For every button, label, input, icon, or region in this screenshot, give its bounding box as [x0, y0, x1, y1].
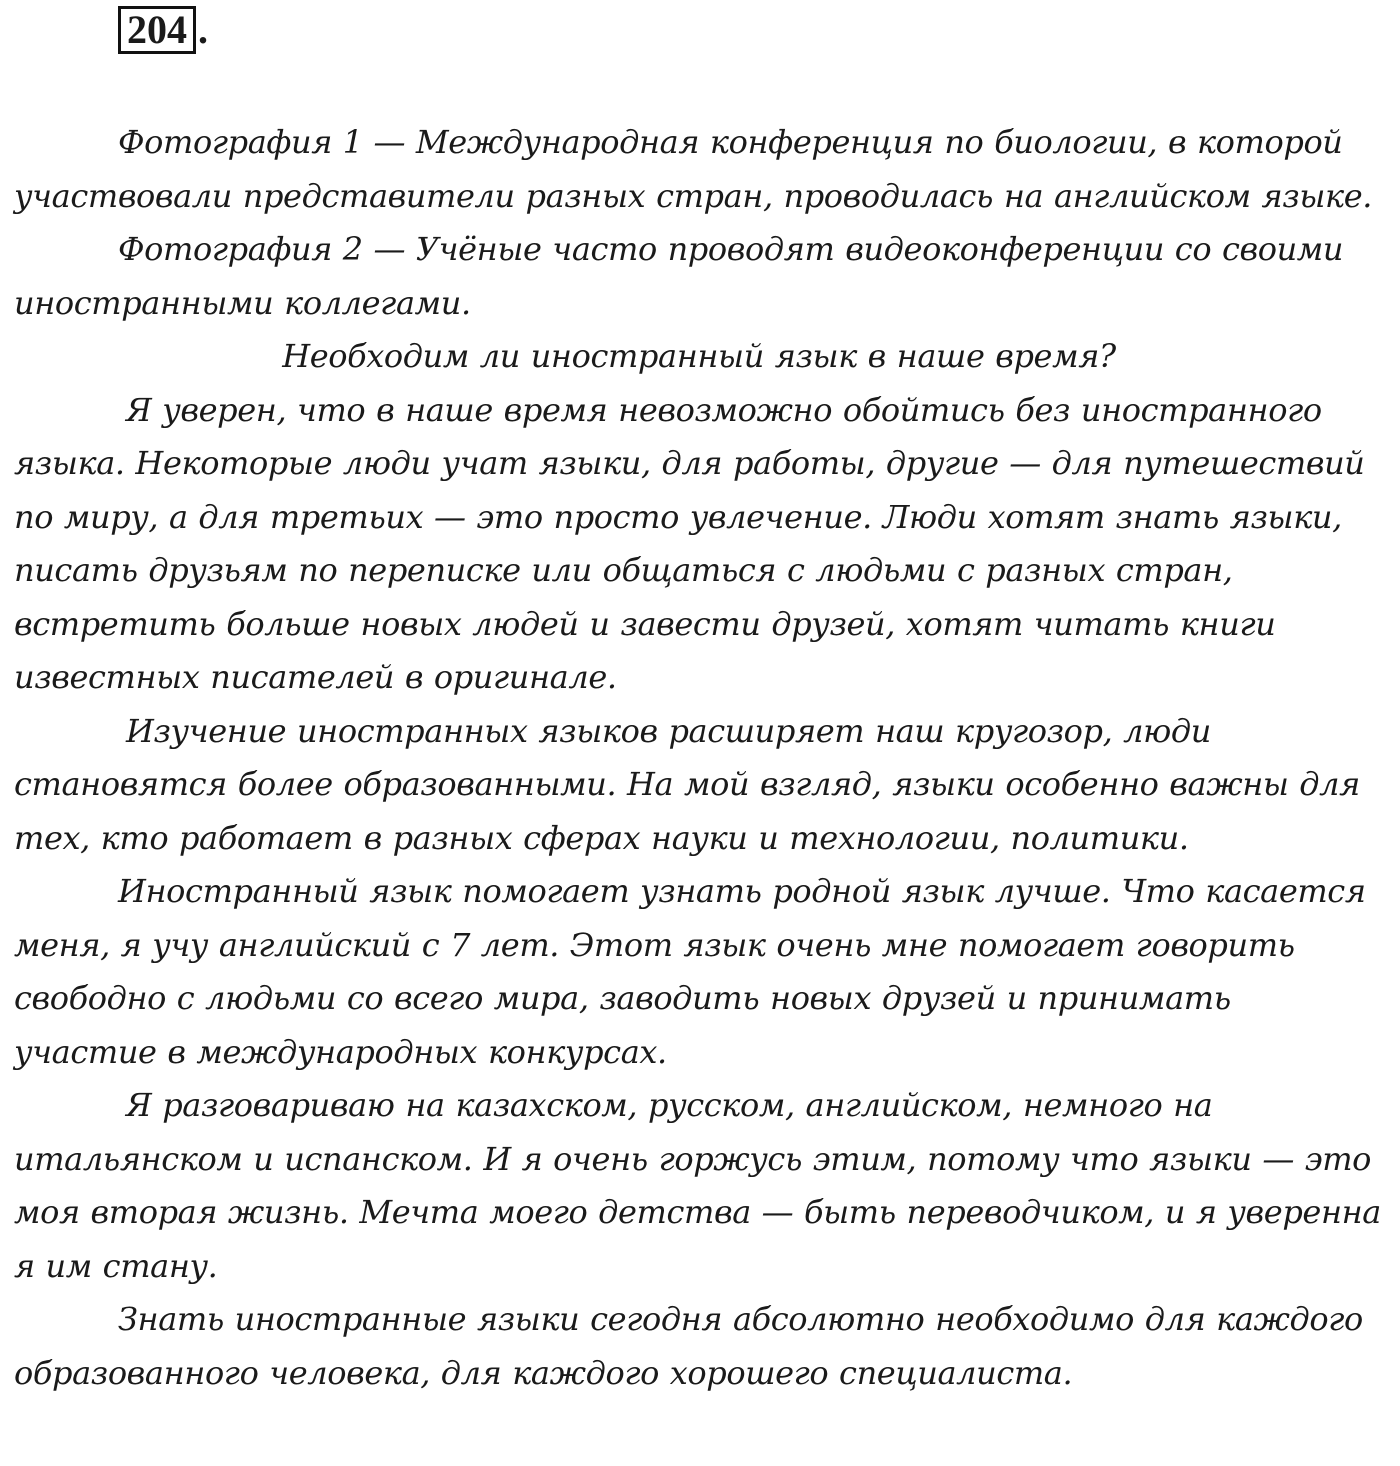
paragraph-photo-2: Фотография 2 — Учёные часто проводят видеоконференции со своими иностранными коллегами.: [14, 230, 1344, 322]
paragraph-essay-5: Знать иностранные языки сегодня абсолютно необходимо для каждого образованного человека, для каждого хорошего специалиста.: [14, 1300, 1363, 1392]
text-body: [14, 116, 1384, 1400]
exercise-number: [118, 6, 208, 54]
paragraph-essay-1: Я уверен, что в наше время невозможно обойтись без иностранного языка. Некоторые люди учат языки, для работы, другие — для путешествий по миру, а для третьих — это просто увлечение. Люди хотят знать языки, писать друзьям по переписке или общаться с людьми с разных стран, встретить больше новых людей и завести друзей, хотят читать книги известных писателей в оригинале.: [14, 390, 1365, 696]
essay-title: Необходим ли иностранный язык в наше время?: [282, 337, 1116, 375]
exercise-number-box: 204: [118, 6, 196, 54]
paragraph-essay-3: Иностранный язык помогает узнать родной язык лучше. Что касается меня, я учу английский с 7 лет. Этот язык очень мне помогает говорить свободно с людьми со всего мира, заводить новых друзей и принимать участие в международных конкурсах.: [14, 872, 1366, 1071]
paragraph-essay-2: Изучение иностранных языков расширяет наш кругозор, люди становятся более образованными. На мой взгляд, языки особенно важны для тех, кто работает в разных сферах науки и технологии, политики.: [14, 711, 1360, 857]
paragraph-essay-4: Я разговариваю на казахском, русском, английском, немного на итальянском и испанском. И я очень горжусь этим, потому что языки — это моя вторая жизнь. Мечта моего детства — быть переводчиком, и я уверенна я им стану.: [14, 1086, 1381, 1285]
exercise-number-dot: .: [198, 7, 208, 52]
paragraph-photo-1: Фотография 1 — Международная конференция по биологии, в которой участвовали представители разных стран, проводилась на английском языке.: [14, 123, 1372, 215]
